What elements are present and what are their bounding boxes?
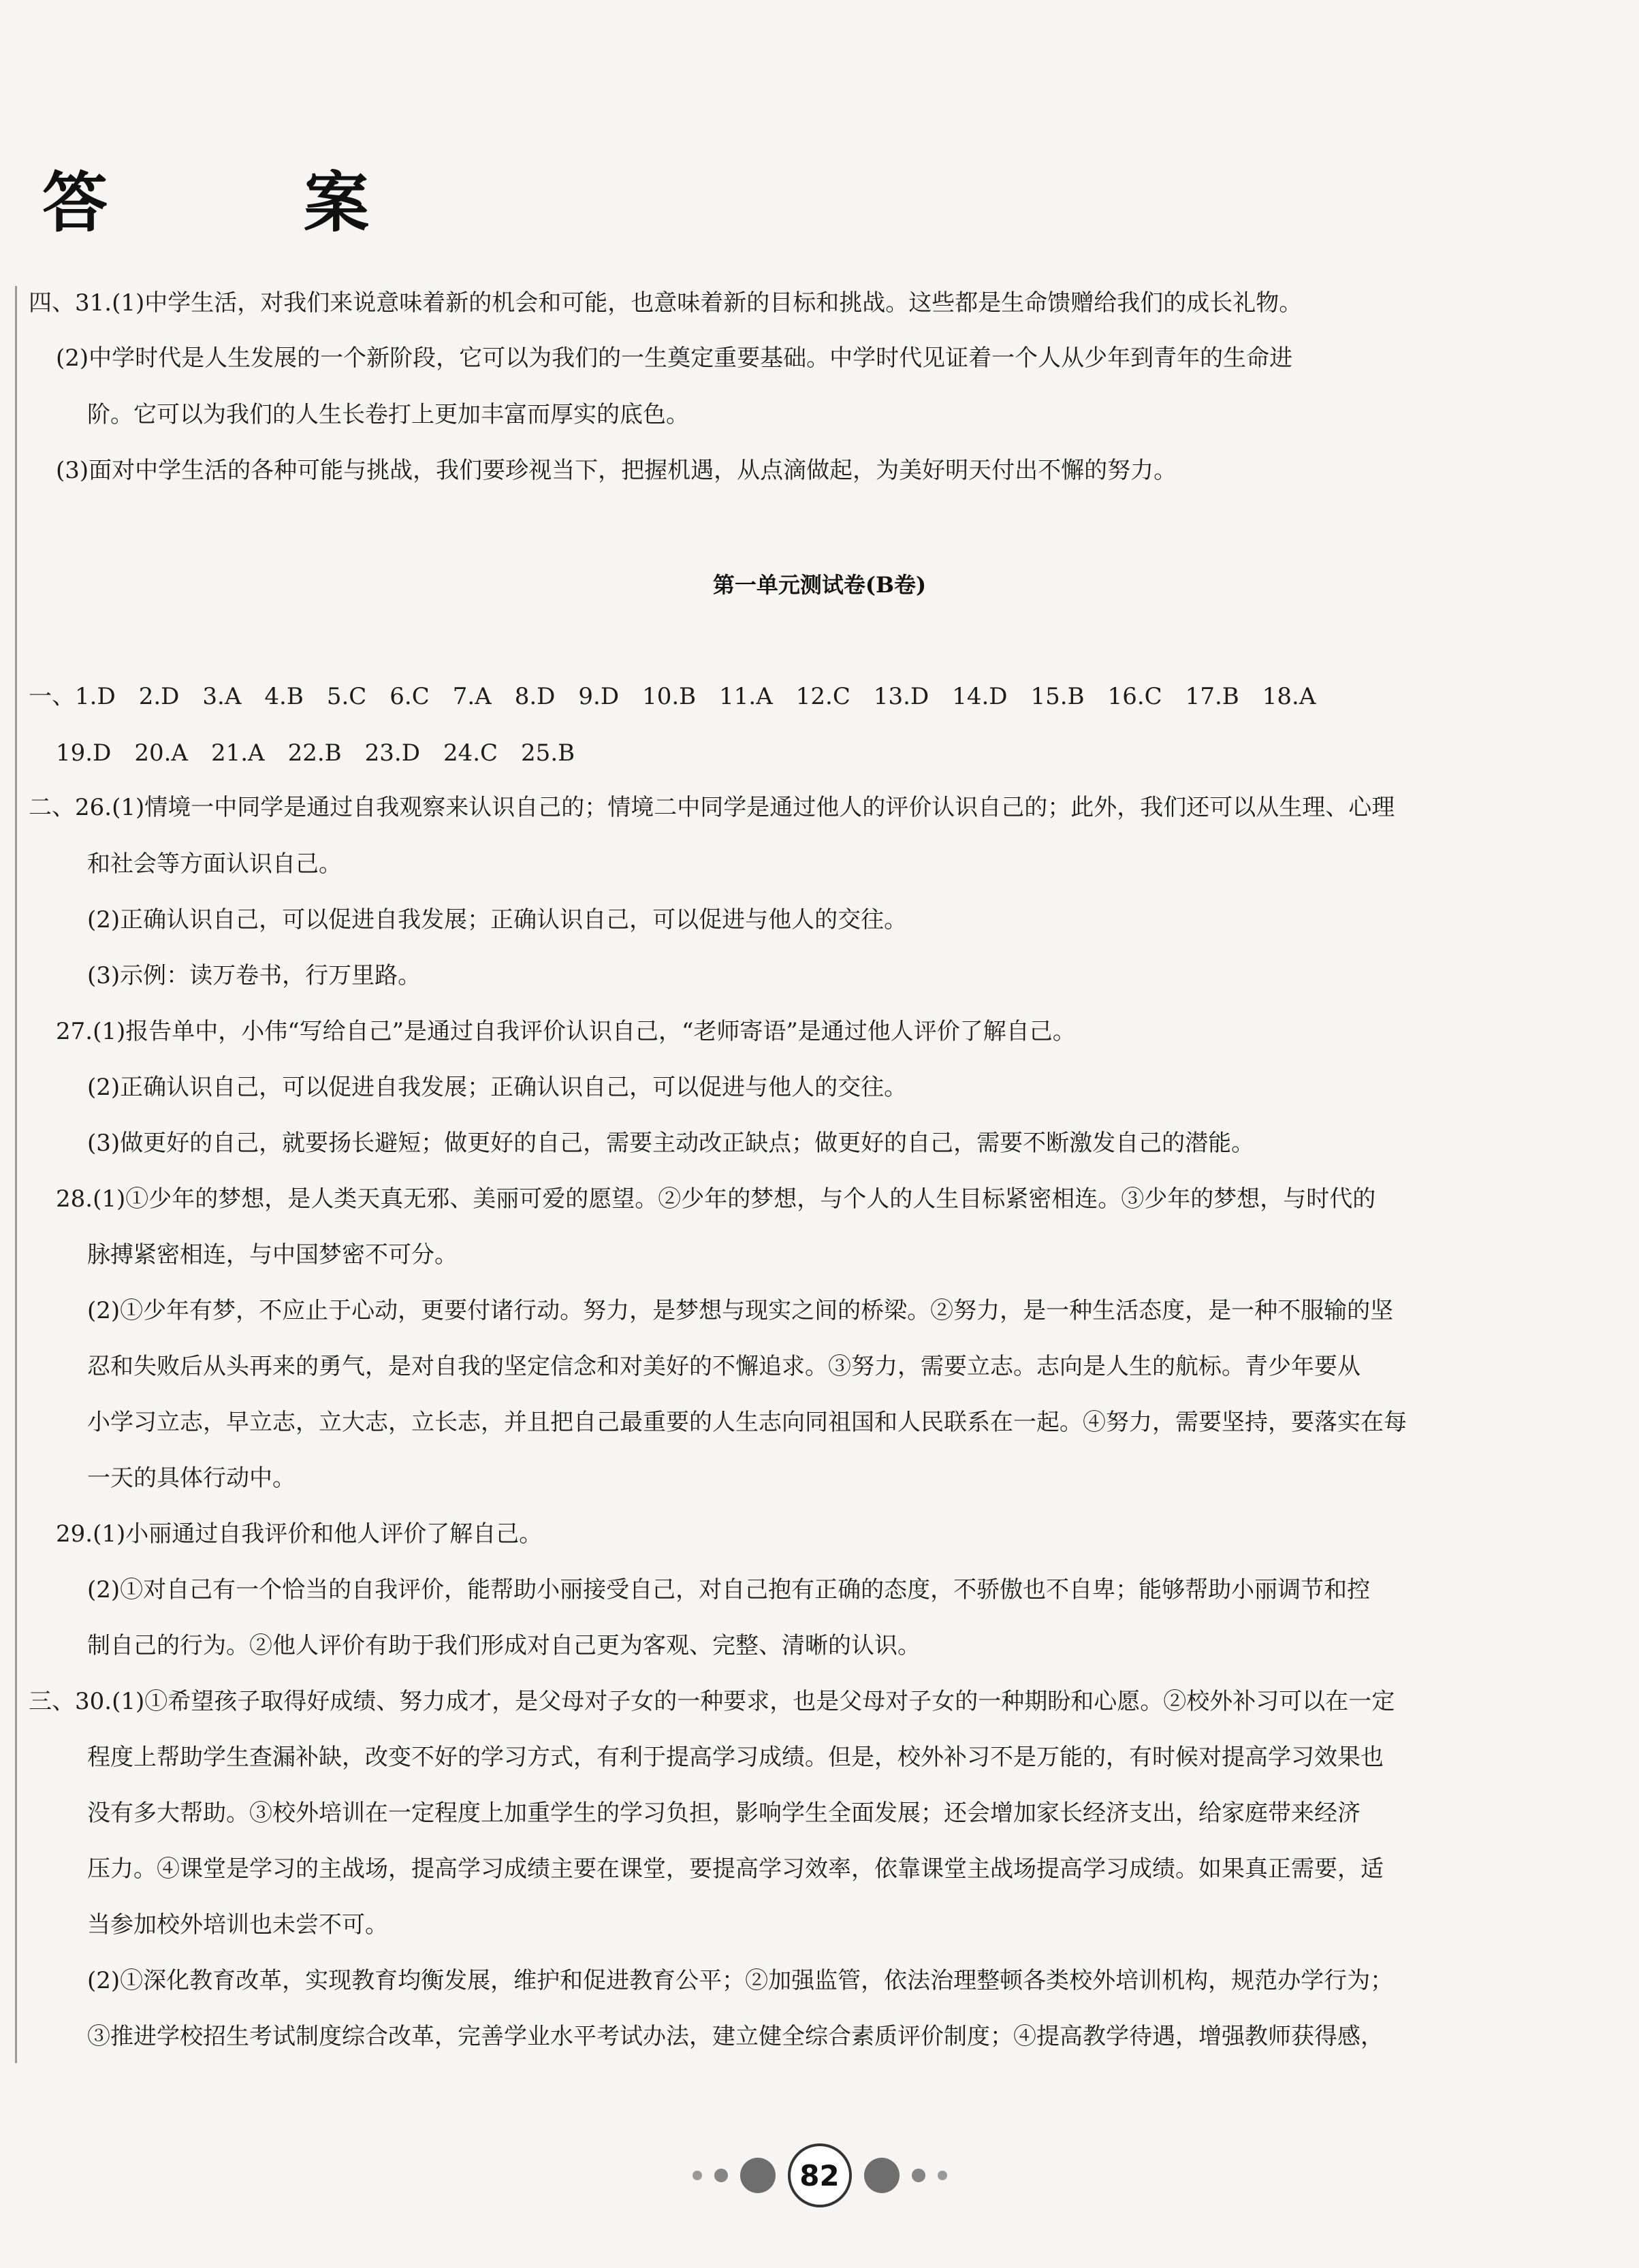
answer-line: 阶。它可以为我们的人生长卷打上更加丰富而厚实的底色。 [87,401,689,428]
answer-line: (2)①对自己有一个恰当的自我评价，能帮助小丽接受自己，对自己抱有正确的态度，不骄傲也不自卑；能够帮助小丽调节和控 [87,1576,1371,1603]
section-title: 第一单元测试卷(B卷) [712,572,927,598]
answer-line: 脉搏紧密相连，与中国梦密不可分。 [87,1241,458,1268]
answer-line: 四、31.(1)中学生活，对我们来说意味着新的机会和可能，也意味着新的目标和挑战。这些都是生命馈赠给我们的成长礼物。 [29,289,1303,317]
answer-line: 和社会等方面认识自己。 [87,850,342,878]
decor-dot-icon [938,2171,947,2180]
answer-line: 二、26.(1)情境一中同学是通过自我观察来认识自己的；情境二中同学是通过他人的评价认识自己的；此外，我们还可以从生理、心理 [29,794,1395,821]
answer-line: 三、30.(1)①希望孩子取得好成绩、努力成才，是父母对子女的一种要求，也是父母对子女的一种期盼和心愿。②校外补习可以在一定 [29,1688,1395,1715]
decor-dot-icon [714,2169,728,2182]
answer-line: 制自己的行为。②他人评价有助于我们形成对自己更为客观、完整、清晰的认识。 [87,1632,921,1659]
answer-line: 小学习立志，早立志，立大志，立长志，并且把自己最重要的人生志向同祖国和人民联系在一起。④努力，需要坚持，要落实在每 [87,1409,1407,1436]
answer-line: 程度上帮助学生查漏补缺，改变不好的学习方式，有利于提高学习成绩。但是，校外补习不是万能的，有时候对提高学习效果也 [87,1744,1384,1771]
answer-line: (2)中学时代是人生发展的一个新阶段，它可以为我们的一生奠定重要基础。中学时代见证着一个人从少年到青年的生命进 [56,345,1293,372]
answer-line: (2)正确认识自己，可以促进自我发展；正确认识自己，可以促进与他人的交往。 [87,906,908,933]
answer-line: (3)示例：读万卷书，行万里路。 [87,962,421,989]
answer-line: (2)①少年有梦，不应止于心动，更要付诸行动。努力，是梦想与现实之间的桥梁。②努力，是一种生活态度，是一种不服输的坚 [87,1297,1394,1324]
decor-dot-icon [693,2171,702,2180]
answer-line: 没有多大帮助。③校外培训在一定程度上加重学生的学习负担，影响学生全面发展；还会增加家长经济支出，给家庭带来经济 [87,1800,1360,1827]
page-number: 82 [788,2143,852,2207]
answer-line: 28.(1)①少年的梦想，是人类天真无邪、美丽可爱的愿望。②少年的梦想，与个人的人生目标紧密相连。③少年的梦想，与时代的 [56,1185,1376,1213]
answer-line: (2)①深化教育改革，实现教育均衡发展，维护和促进教育公平；②加强监管，依法治理整顿各类校外培训机构，规范办学行为； [87,1967,1394,1994]
answer-line: 当参加校外培训也未尝不可。 [87,1911,388,1938]
answer-line: (3)面对中学生活的各种可能与挑战，我们要珍视当下，把握机遇，从点滴做起，为美好明天付出不懈的努力。 [56,457,1177,484]
answer-line: 29.(1)小丽通过自我评价和他人评价了解自己。 [56,1520,543,1548]
answer-line: 忍和失败后从头再来的勇气，是对自我的坚定信念和对美好的不懈追求。③努力，需要立志。志向是人生的航标。青少年要从 [87,1353,1360,1380]
choice-answers-row: 一、1.D 2.D 3.A 4.B 5.C 6.C 7.A 8.D 9.D 10.B 11.A 12.C 13.D 14.D 15.B 16.C 17.B 18.A [29,683,1316,710]
answer-line: 一天的具体行动中。 [87,1465,296,1492]
answer-line: 27.(1)报告单中，小伟“写给自己”是通过自我评价认识自己，“老师寄语”是通过他人评价了解自己。 [56,1018,1076,1045]
answer-line: 压力。④课堂是学习的主战场，提高学习成绩主要在课堂，要提高学习效率，依靠课堂主战场提高学习成绩。如果真正需要，适 [87,1855,1384,1883]
decor-dot-icon [864,2158,900,2193]
page-title: 答 案 [42,164,434,241]
answer-line: (3)做更好的自己，就要扬长避短；做更好的自己，需要主动改正缺点；做更好的自己，需要不断激发自己的潜能。 [87,1130,1255,1157]
choice-answers-row: 19.D 20.A 21.A 22.B 23.D 24.C 25.B [56,739,575,767]
page-footer [0,2138,1639,2213]
decor-dot-icon [912,2169,925,2182]
answer-line: (2)正确认识自己，可以促进自我发展；正确认识自己，可以促进与他人的交往。 [87,1074,908,1101]
answer-line: ③推进学校招生考试制度综合改革，完善学业水平考试办法，建立健全综合素质评价制度；④提高教学待遇，增强教师获得感， [87,2023,1384,2050]
decor-dot-icon [740,2158,776,2193]
